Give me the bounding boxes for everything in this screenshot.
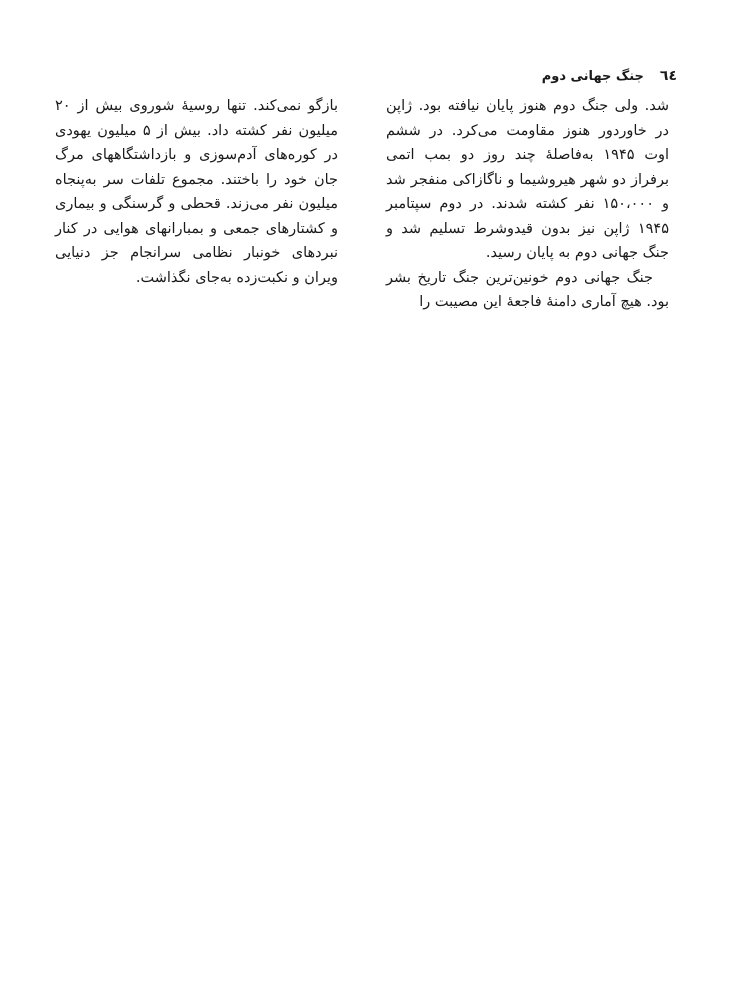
paragraph: شد. ولی جنگ دوم هنوز پایان نیافته بود. ژاپن در خاوردور هنوز مقاومت می‌کرد. در ششم اوت ۱۹۴۵ به‌فاصلهٔ چند روز دو بمب اتمی برفراز دو شهر هیروشیما و ناگازاکی منفجر شد و ۱۵۰،۰۰۰ نفر کشته شدند. در دوم سپتامبر ۱۹۴۵ ژاپن نیز بدون قیدوشرط تسلیم شد و جنگ جهانی دوم به پایان رسید.	[386, 98, 669, 261]
running-header	[542, 68, 677, 85]
text-column-right	[386, 94, 669, 315]
page-number: ٦٤	[659, 68, 677, 84]
paragraph: جنگ جهانی دوم خونین‌ترین جنگ تاریخ بشر بود. هیچ آماری دامنهٔ فاجعهٔ این مصیبت را	[386, 269, 669, 310]
paragraph: بازگو نمی‌کند. تنها روسیهٔ شوروی بیش از ۲۰ میلیون نفر کشته داد. بیش از ۵ میلیون یهودی در کوره‌های آدم‌سوزی و بازداشتگاههای مرگ جان خود را باختند. مجموع تلفات سر به‌پنجاه میلیون نفر می‌زند. قحطی و گرسنگی و بیماری و کشتارهای جمعی و بمبارانهای هوایی در کنار نبردهای خونبار نظامی سرانجام جز دنیایی ویران و نکبت‌زده به‌جای نگذاشت.	[55, 98, 339, 286]
text-column-left	[55, 94, 338, 290]
running-title: جنگ جهانی دوم	[541, 69, 644, 84]
